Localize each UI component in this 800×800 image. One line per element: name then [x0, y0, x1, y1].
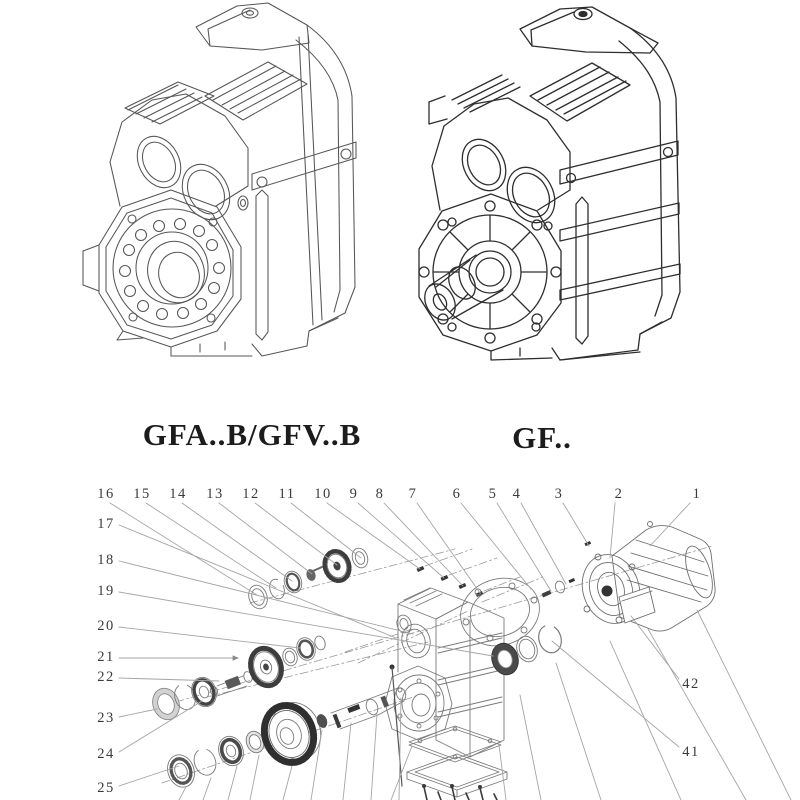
leader-line-23: [119, 709, 157, 717]
leader-line-12: [255, 503, 337, 565]
part-number-7: 7: [408, 486, 418, 502]
figure-gf-drawing: [419, 7, 680, 360]
part-number-8: 8: [375, 486, 385, 502]
part-number-5: 5: [488, 486, 498, 502]
leader-line-3: [563, 503, 589, 546]
leader-line-15: [146, 503, 276, 588]
leader-line-offscreen: [228, 766, 237, 800]
leader-line-offscreen: [283, 766, 292, 800]
part-number-18: 18: [97, 552, 115, 568]
part-number-25: 25: [97, 780, 115, 796]
part-number-10: 10: [314, 486, 332, 502]
part-number-24: 24: [97, 746, 115, 762]
leader-line-offscreen: [610, 641, 681, 800]
leader-line-8: [384, 503, 463, 586]
offscreen-leader-lines: [179, 610, 791, 800]
part-number-21: 21: [97, 649, 115, 665]
housing-bolts: [417, 541, 592, 598]
leader-line-offscreen: [556, 663, 601, 800]
part-number-22: 22: [97, 669, 115, 685]
part-number-23: 23: [97, 710, 115, 726]
seal-and-rings: [488, 622, 565, 678]
leader-line-2: [610, 503, 615, 558]
part-number-3: 3: [554, 486, 564, 502]
leader-line-offscreen: [250, 755, 259, 800]
leader-line-offscreen: [371, 714, 377, 800]
part-number-13: 13: [206, 486, 224, 502]
figure-gfab-drawing: [83, 3, 356, 356]
leader-line-41: [552, 641, 679, 747]
leader-line-20: [119, 627, 300, 648]
leader-line-4: [521, 503, 566, 584]
input-shaft-assembly: [246, 546, 370, 611]
part-number-1: 1: [692, 486, 702, 502]
gasket-and-oil-pan: [407, 726, 507, 797]
leader-line-25: [119, 766, 179, 786]
bearing-ring-trio: [148, 674, 220, 724]
leader-line-offscreen: [179, 787, 186, 800]
leader-line-14: [182, 503, 292, 581]
part-number-42: 42: [682, 676, 700, 692]
part-number-15: 15: [133, 486, 151, 502]
leader-line-offscreen: [520, 695, 541, 800]
leader-line-offscreen: [343, 723, 351, 800]
part-number-4: 4: [512, 486, 522, 502]
leader-line-offscreen: [203, 778, 211, 800]
part-number-16: 16: [97, 486, 115, 502]
dashed-axis-lines: [162, 546, 712, 783]
part-number-6: 6: [452, 486, 462, 502]
leader-line-11: [291, 503, 361, 558]
part-number-41: 41: [682, 744, 700, 760]
leader-line-16: [110, 503, 257, 595]
leader-line-42: [631, 616, 679, 679]
leader-line-9: [358, 503, 444, 578]
leader-line-offscreen: [648, 629, 746, 800]
figure-label-gf: GF..: [512, 420, 572, 455]
leader-line-6: [461, 503, 531, 589]
part-number-20: 20: [97, 618, 115, 634]
exploded-motor: [574, 522, 718, 632]
leader-line-13: [219, 503, 312, 574]
leader-line-17: [119, 525, 396, 638]
part-number-11: 11: [278, 486, 296, 502]
part-number-2: 2: [614, 486, 624, 502]
exploded-view-diagram: [97, 486, 791, 800]
part-number-17: 17: [97, 516, 115, 532]
exploded-housing: [385, 588, 504, 786]
part-number-9: 9: [349, 486, 359, 502]
part-number-14: 14: [169, 486, 187, 502]
leader-line-1: [650, 503, 690, 546]
part-number-19: 19: [97, 583, 115, 599]
leader-line-offscreen: [697, 610, 791, 800]
figure-label-gfab: GFA..B/GFV..B: [142, 417, 362, 452]
part-number-12: 12: [242, 486, 260, 502]
